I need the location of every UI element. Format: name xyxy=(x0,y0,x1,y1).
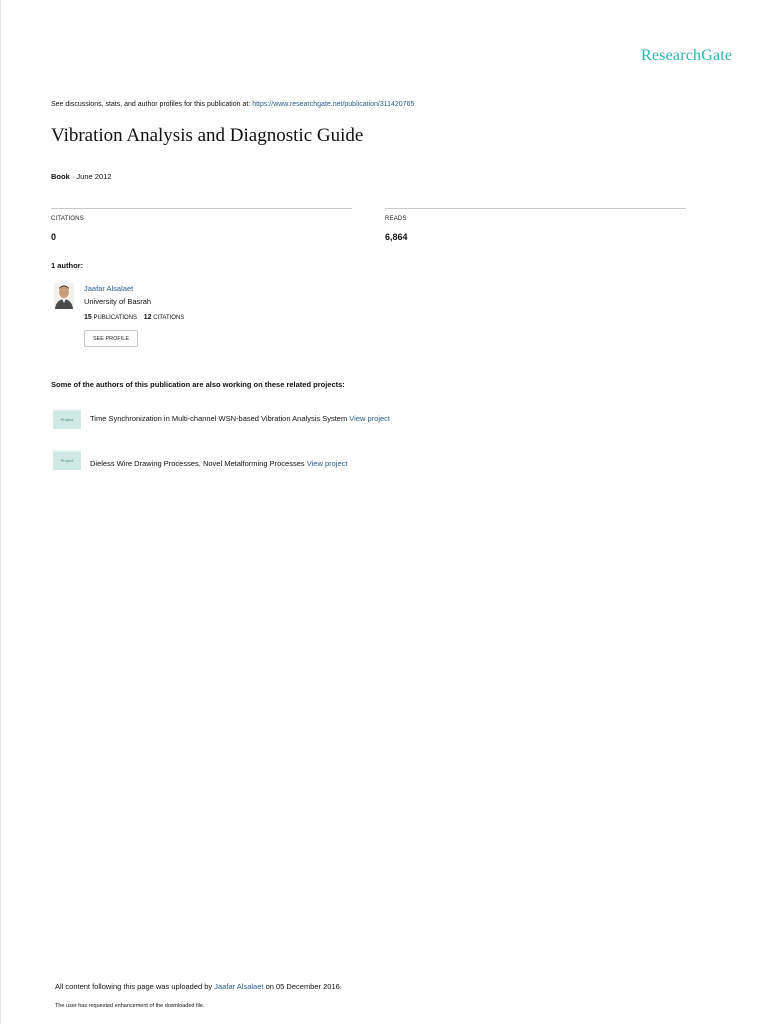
author-stats xyxy=(84,314,184,321)
researchgate-logo[interactable]: ResearchGate xyxy=(641,47,733,64)
discussion-text: See discussions, stats, and author profiles for this publication at: xyxy=(51,101,251,108)
upload-prefix: All content following this page was uploaded by xyxy=(55,982,213,991)
author-citations-count: 12 xyxy=(143,314,152,321)
author-institution: University of Basrah xyxy=(84,297,152,306)
see-profile-button[interactable]: SEE PROFILE xyxy=(84,330,138,347)
citations-label: CITATIONS xyxy=(51,216,84,222)
page-left-border xyxy=(0,0,1,1024)
project-title: Time Synchronization in Multi-channel WSN-based Vibration Analysis System xyxy=(90,414,348,423)
project-thumbnail[interactable]: Project xyxy=(53,409,81,429)
citations-value: 0 xyxy=(51,232,57,242)
author-citations-label: CITATIONS xyxy=(153,315,185,321)
upload-notice xyxy=(55,982,342,991)
authors-heading: 1 author: xyxy=(51,261,84,270)
publication-date: · June 2012 xyxy=(71,172,112,181)
project-title: Dieless Wire Drawing Processes, Novel Metalforming Processes xyxy=(90,459,305,468)
project-item xyxy=(90,414,390,423)
view-project-link[interactable]: View project xyxy=(349,414,391,423)
author-publications-count: 15 xyxy=(84,314,92,321)
publication-url-link[interactable]: https://www.researchgate.net/publication/311420765 xyxy=(252,101,415,108)
publication-meta xyxy=(51,172,111,181)
publication-type: Book xyxy=(51,172,70,181)
upload-suffix: on 05 December 2016. xyxy=(265,982,342,991)
reads-value: 6,864 xyxy=(385,232,408,242)
project-thumbnail[interactable]: Project xyxy=(53,450,81,470)
author-name-link[interactable]: Jaafar Alsalaet xyxy=(84,284,134,293)
author-avatar[interactable] xyxy=(54,283,74,309)
project-item xyxy=(90,459,347,468)
view-project-link[interactable]: View project xyxy=(306,459,348,468)
discussion-line xyxy=(51,101,414,108)
reads-divider xyxy=(385,208,686,209)
author-publications-label: PUBLICATIONS xyxy=(93,315,138,321)
publication-title: Vibration Analysis and Diagnostic Guide xyxy=(51,125,364,146)
projects-heading: Some of the authors of this publication are also working on these related projects: xyxy=(51,380,345,389)
enhancement-note: The user has requested enhancement of the downloaded file. xyxy=(55,1003,205,1009)
reads-label: READS xyxy=(385,216,407,222)
uploader-link[interactable]: Jaafar Alsalaet xyxy=(214,982,264,991)
author-photo-icon xyxy=(54,283,74,309)
citations-divider xyxy=(51,208,352,209)
